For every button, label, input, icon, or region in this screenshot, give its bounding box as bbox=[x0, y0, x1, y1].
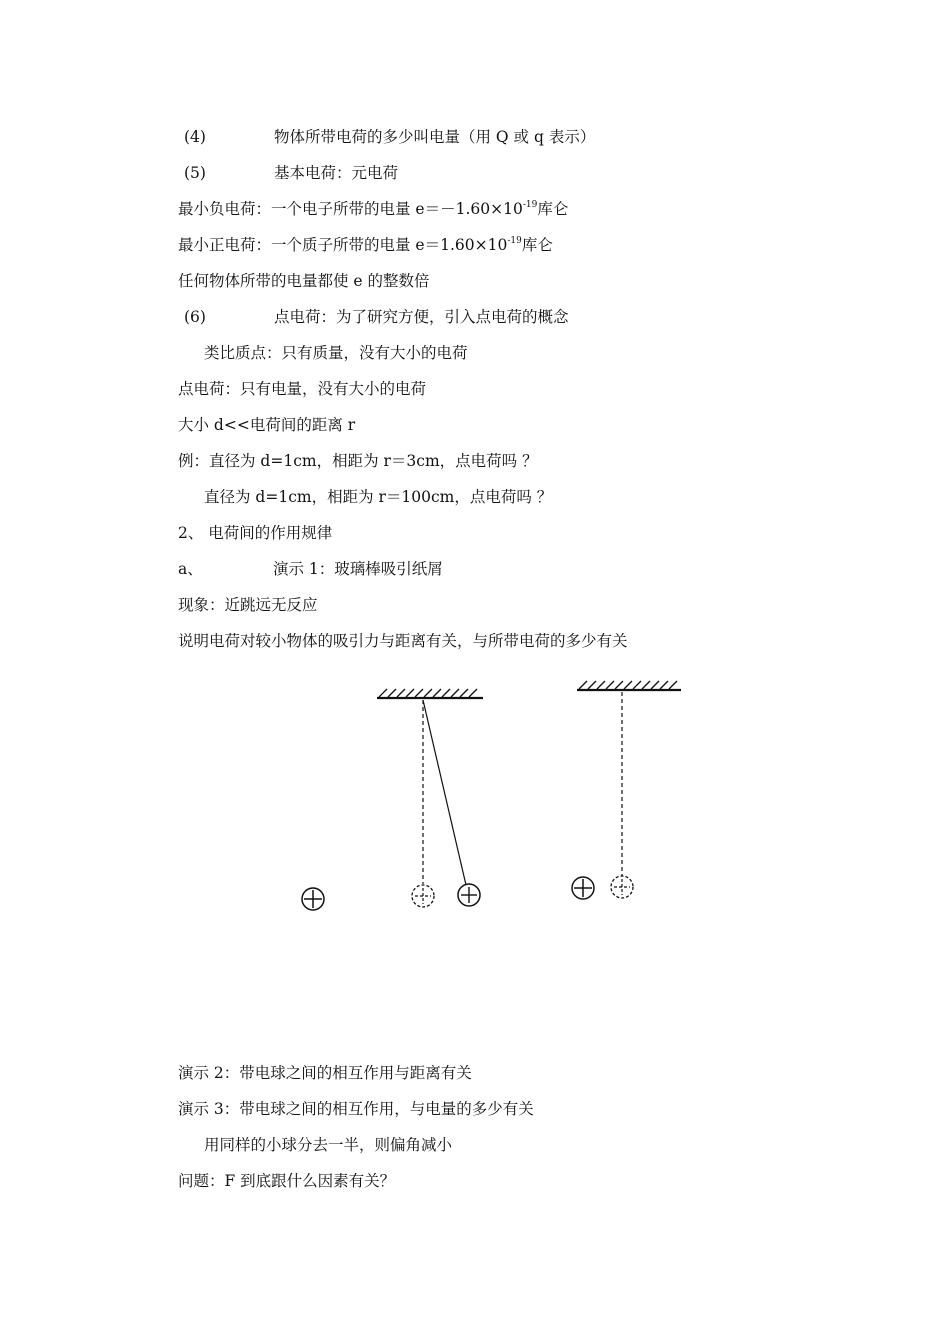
item-text: 物体所带电荷的多少叫电量（用 Q 或 q 表示） bbox=[274, 128, 596, 146]
line-min-positive bbox=[178, 235, 553, 255]
item-number: (5) bbox=[184, 164, 206, 182]
text-part: 最小正电荷：一个质子所带的电量 e＝1.60×10 bbox=[178, 236, 508, 254]
exponent: -19 bbox=[507, 236, 522, 246]
line-size-condition: 大小 d<<电荷间的距离 r bbox=[178, 416, 356, 434]
line-half-ball: 用同样的小球分去一半，则偏角减小 bbox=[204, 1136, 453, 1154]
line-example-2: 直径为 d=1cm，相距为 r＝100cm，点电荷吗 ？ bbox=[204, 488, 553, 506]
line-demo-2: 演示 2：带电球之间的相互作用与距离有关 bbox=[178, 1064, 472, 1082]
left-ceiling bbox=[377, 689, 483, 698]
item-number: (4) bbox=[184, 128, 206, 146]
line-5 bbox=[178, 163, 398, 183]
far-positive-charge-icon bbox=[572, 877, 594, 899]
unit: 库仑 bbox=[537, 200, 569, 218]
deflected-ball-icon bbox=[458, 884, 480, 906]
section-heading: 2、 电荷间的作用规律 bbox=[178, 524, 333, 542]
line-point-charge: 点电荷：只有电量，没有大小的电荷 bbox=[178, 380, 427, 398]
right-ball-icon bbox=[611, 876, 633, 898]
line-phenomenon: 现象：近跳远无反应 bbox=[178, 596, 318, 614]
pendulum-diagram bbox=[0, 660, 950, 940]
line-demo-1 bbox=[178, 559, 443, 579]
line-demo-3: 演示 3：带电球之间的相互作用，与电量的多少有关 bbox=[178, 1100, 534, 1118]
item-number: (6) bbox=[184, 308, 206, 326]
line-question: 问题：F 到底跟什么因素有关？ bbox=[178, 1172, 396, 1190]
positive-charge-icon bbox=[302, 888, 324, 910]
line-4 bbox=[178, 127, 595, 147]
line-explanation: 说明电荷对较小物体的吸引力与距离有关，与所带电荷的多少有关 bbox=[178, 632, 628, 650]
text-part: 最小负电荷：一个电子所带的电量 e＝－1.60×10 bbox=[178, 200, 523, 218]
unit: 库仑 bbox=[521, 236, 553, 254]
line-analogy: 类比质点：只有质量，没有大小的电荷 bbox=[204, 344, 468, 362]
item-text: 演示 1：玻璃棒吸引纸屑 bbox=[273, 560, 443, 578]
right-ceiling bbox=[577, 681, 681, 690]
line-6 bbox=[178, 307, 569, 327]
item-text: 基本电荷：元电荷 bbox=[274, 164, 399, 182]
item-number: a、 bbox=[178, 560, 203, 578]
exponent: -19 bbox=[522, 200, 538, 210]
deflected-thread bbox=[423, 700, 466, 885]
line-integer-multiple: 任何物体所带的电量都使 e 的整数倍 bbox=[178, 272, 430, 290]
rest-ball-icon bbox=[412, 885, 434, 907]
item-text: 点电荷：为了研究方便，引入点电荷的概念 bbox=[274, 308, 569, 326]
line-min-negative bbox=[178, 199, 568, 219]
line-example-1: 例：直径为 d=1cm，相距为 r＝3cm，点电荷吗 ？ bbox=[178, 452, 538, 470]
